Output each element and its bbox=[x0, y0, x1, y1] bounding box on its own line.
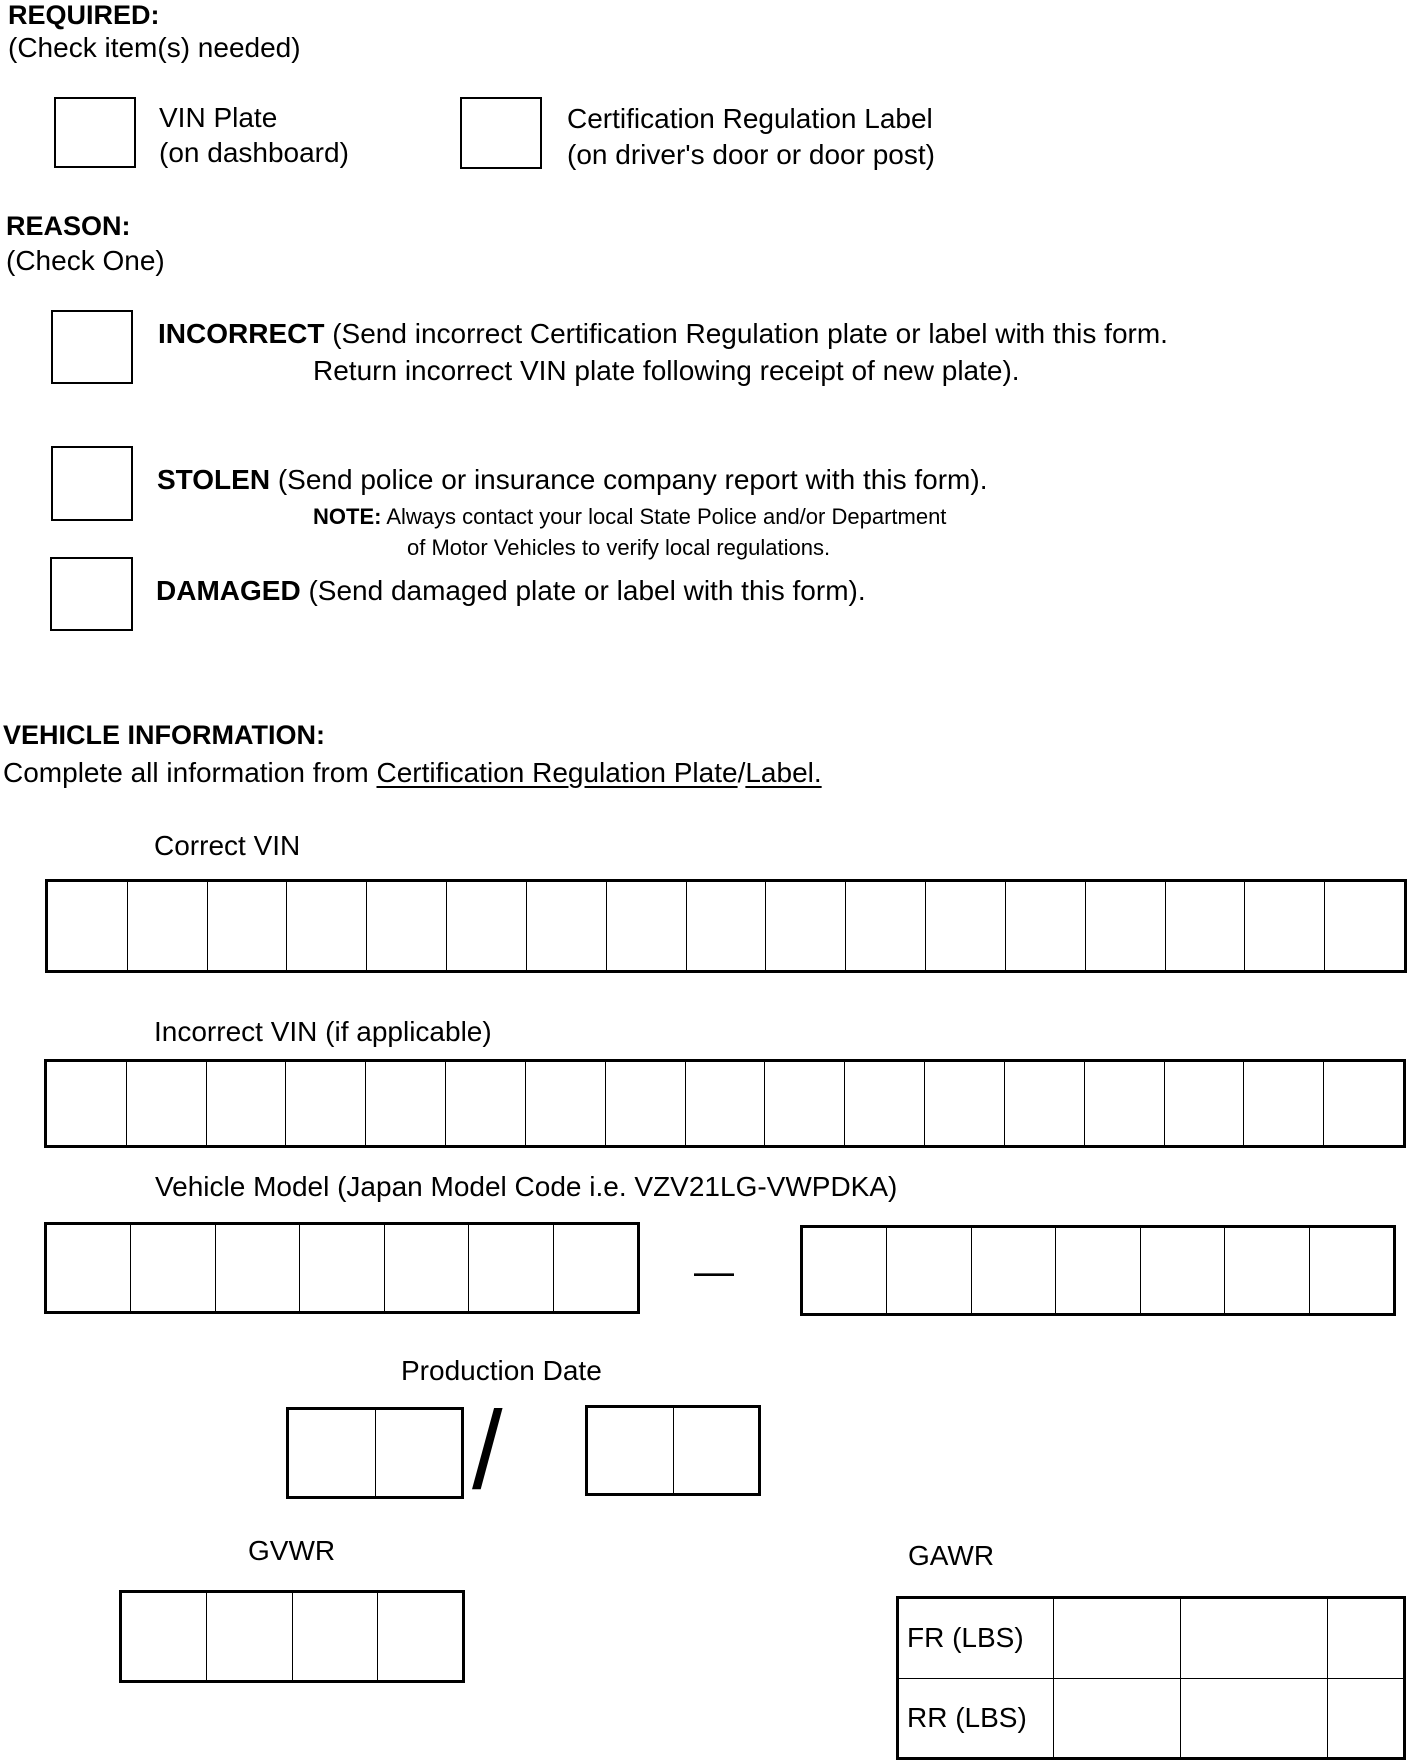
damaged-desc: (Send damaged plate or label with this form). bbox=[308, 575, 866, 606]
vin-cell[interactable] bbox=[687, 882, 767, 970]
gawr-fr-label: FR (LBS) bbox=[898, 1598, 1054, 1679]
model-cell[interactable] bbox=[1141, 1228, 1225, 1313]
production-date-label: Production Date bbox=[401, 1355, 602, 1386]
damaged-label: DAMAGED bbox=[156, 575, 301, 606]
vin-cell[interactable] bbox=[1005, 1062, 1085, 1145]
vin-cell[interactable] bbox=[606, 1062, 686, 1145]
vehicle-model-label: Vehicle Model (Japan Model Code i.e. VZV21LG-VWPDKA) bbox=[155, 1171, 898, 1202]
stolen-desc: (Send police or insurance company report with this form). bbox=[277, 464, 988, 495]
label-link: Label. bbox=[745, 757, 822, 788]
note-label: NOTE: bbox=[313, 504, 382, 529]
vehicle-heading: VEHICLE INFORMATION: bbox=[3, 720, 325, 750]
model-cell[interactable] bbox=[469, 1225, 553, 1311]
gvwr-cell[interactable] bbox=[378, 1593, 462, 1680]
vin-cell[interactable] bbox=[447, 882, 527, 970]
correct-vin-label: Correct VIN bbox=[154, 830, 301, 861]
incorrect-checkbox[interactable] bbox=[51, 310, 133, 384]
reason-heading: REASON: bbox=[6, 211, 131, 241]
vin-cell[interactable] bbox=[846, 882, 926, 970]
model-cell[interactable] bbox=[385, 1225, 469, 1311]
gvwr-cell[interactable] bbox=[122, 1593, 207, 1680]
gawr-cell[interactable] bbox=[1181, 1598, 1328, 1679]
date-separator: / bbox=[472, 1389, 503, 1512]
correct-vin-field[interactable] bbox=[45, 879, 1407, 973]
vin-cell[interactable] bbox=[128, 882, 208, 970]
vin-cell[interactable] bbox=[925, 1062, 1005, 1145]
gawr-cell[interactable] bbox=[1328, 1598, 1405, 1679]
stolen-note-2: of Motor Vehicles to verify local regulations. bbox=[407, 535, 831, 560]
vin-cell[interactable] bbox=[1245, 882, 1325, 970]
date-cell[interactable] bbox=[376, 1410, 462, 1496]
gawr-table bbox=[896, 1596, 1406, 1760]
model-code-field-2[interactable] bbox=[800, 1225, 1396, 1316]
damaged-text bbox=[156, 577, 866, 605]
incorrect-desc-2: Return incorrect VIN plate following receipt of new plate). bbox=[313, 355, 1020, 386]
model-cell[interactable] bbox=[1310, 1228, 1393, 1313]
note-text: Always contact your local State Police and/or Department bbox=[386, 504, 947, 529]
reason-instruction: (Check One) bbox=[6, 245, 165, 276]
stolen-text bbox=[157, 466, 987, 494]
vin-cell[interactable] bbox=[1165, 1062, 1245, 1145]
model-cell[interactable] bbox=[300, 1225, 384, 1311]
gawr-cell[interactable] bbox=[1328, 1678, 1405, 1759]
vin-cell[interactable] bbox=[47, 1062, 127, 1145]
vehicle-instruction bbox=[3, 759, 822, 787]
date-cell[interactable] bbox=[674, 1408, 759, 1493]
model-cell[interactable] bbox=[1225, 1228, 1309, 1313]
vin-cell[interactable] bbox=[1166, 882, 1246, 970]
gawr-cell[interactable] bbox=[1181, 1678, 1328, 1759]
cert-label-sublabel: (on driver's door or door post) bbox=[567, 139, 935, 170]
required-instruction: (Check item(s) needed) bbox=[8, 32, 301, 63]
vin-cell[interactable] bbox=[686, 1062, 766, 1145]
instruction-sep: / bbox=[737, 757, 746, 788]
gvwr-cell[interactable] bbox=[207, 1593, 292, 1680]
vin-plate-label: VIN Plate bbox=[159, 102, 278, 133]
vin-cell[interactable] bbox=[1324, 1062, 1403, 1145]
incorrect-vin-label: Incorrect VIN (if applicable) bbox=[154, 1016, 492, 1047]
vin-plate-checkbox[interactable] bbox=[54, 97, 136, 168]
vin-cell[interactable] bbox=[48, 882, 128, 970]
cert-label-label: Certification Regulation Label bbox=[567, 103, 933, 134]
gawr-rr-label: RR (LBS) bbox=[898, 1678, 1054, 1759]
vin-cell[interactable] bbox=[526, 1062, 606, 1145]
model-code-field-1[interactable] bbox=[44, 1222, 640, 1314]
vin-cell[interactable] bbox=[127, 1062, 207, 1145]
vin-cell[interactable] bbox=[766, 882, 846, 970]
gvwr-field[interactable] bbox=[119, 1590, 465, 1683]
damaged-checkbox[interactable] bbox=[50, 557, 133, 631]
vin-cell[interactable] bbox=[286, 1062, 366, 1145]
cert-label-checkbox[interactable] bbox=[460, 97, 542, 169]
vin-plate-sublabel: (on dashboard) bbox=[159, 137, 349, 168]
gawr-cell[interactable] bbox=[1054, 1678, 1181, 1759]
model-cell[interactable] bbox=[47, 1225, 131, 1311]
gvwr-cell[interactable] bbox=[293, 1593, 378, 1680]
stolen-checkbox[interactable] bbox=[51, 446, 133, 521]
vin-cell[interactable] bbox=[208, 882, 288, 970]
date-cell[interactable] bbox=[289, 1410, 376, 1496]
vin-cell[interactable] bbox=[845, 1062, 925, 1145]
model-cell[interactable] bbox=[887, 1228, 971, 1313]
incorrect-desc: (Send incorrect Certification Regulation plate or label with this form. bbox=[332, 318, 1168, 349]
model-cell[interactable] bbox=[803, 1228, 887, 1313]
model-separator: — bbox=[694, 1250, 734, 1294]
required-heading: REQUIRED: bbox=[8, 0, 160, 30]
vin-cell[interactable] bbox=[367, 882, 447, 970]
vin-cell[interactable] bbox=[1085, 1062, 1165, 1145]
gawr-row-rear bbox=[898, 1678, 1405, 1759]
vin-cell[interactable] bbox=[1325, 882, 1404, 970]
gawr-label: GAWR bbox=[908, 1540, 995, 1571]
vin-cell[interactable] bbox=[446, 1062, 526, 1145]
cert-plate-link: Certification Regulation Plate bbox=[376, 757, 738, 788]
vin-cell[interactable] bbox=[207, 1062, 287, 1145]
gawr-cell[interactable] bbox=[1054, 1598, 1181, 1679]
vin-cell[interactable] bbox=[287, 882, 367, 970]
incorrect-label: INCORRECT bbox=[158, 318, 325, 349]
vehicle-instruction-prefix: Complete all information from bbox=[3, 757, 377, 788]
date-cell[interactable] bbox=[588, 1408, 674, 1493]
vin-cell[interactable] bbox=[527, 882, 607, 970]
stolen-label: STOLEN bbox=[157, 464, 271, 495]
production-month-field[interactable] bbox=[286, 1407, 464, 1499]
model-cell[interactable] bbox=[216, 1225, 300, 1311]
vin-cell[interactable] bbox=[1006, 882, 1086, 970]
vin-cell[interactable] bbox=[366, 1062, 446, 1145]
model-cell[interactable] bbox=[972, 1228, 1056, 1313]
model-cell[interactable] bbox=[131, 1225, 215, 1311]
gawr-row-front bbox=[898, 1598, 1405, 1679]
vin-cell[interactable] bbox=[765, 1062, 845, 1145]
gvwr-label: GVWR bbox=[248, 1535, 336, 1566]
incorrect-text bbox=[158, 320, 1168, 348]
incorrect-vin-field[interactable] bbox=[44, 1059, 1406, 1148]
vin-cell[interactable] bbox=[607, 882, 687, 970]
vin-cell[interactable] bbox=[1086, 882, 1166, 970]
model-cell[interactable] bbox=[1056, 1228, 1140, 1313]
stolen-note bbox=[313, 506, 946, 528]
model-cell[interactable] bbox=[554, 1225, 637, 1311]
vin-cell[interactable] bbox=[1244, 1062, 1324, 1145]
production-year-field[interactable] bbox=[585, 1405, 761, 1496]
vin-cell[interactable] bbox=[926, 882, 1006, 970]
